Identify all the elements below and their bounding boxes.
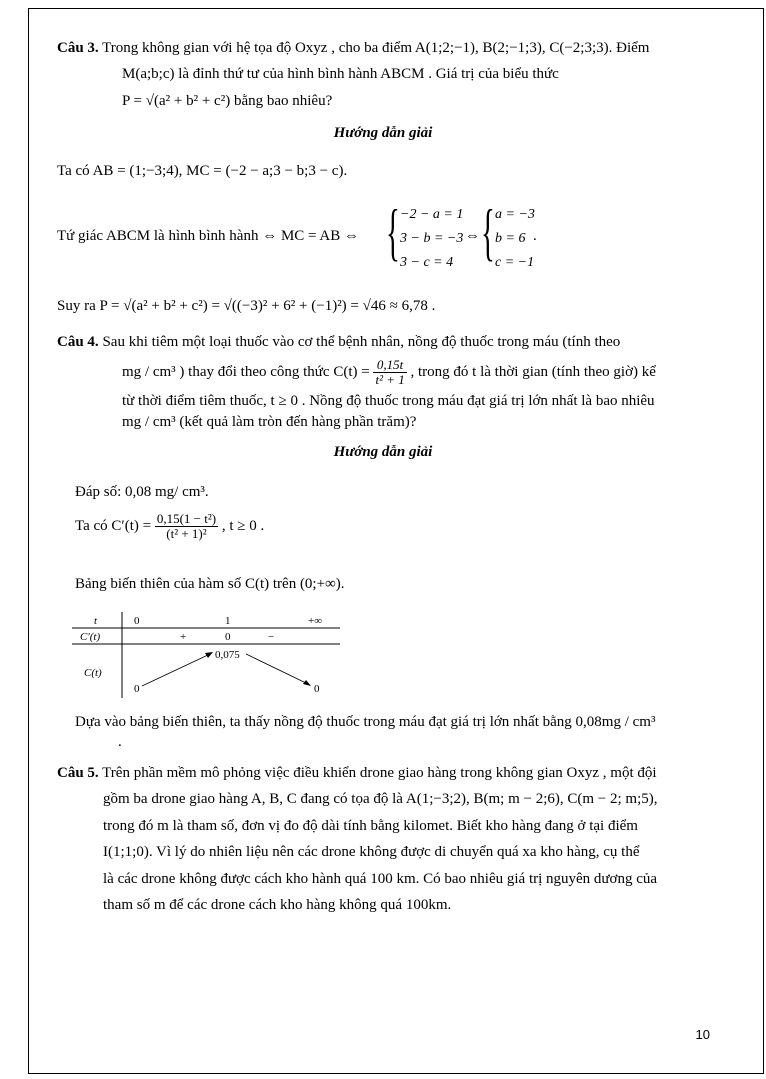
q4-derivative — [75, 512, 264, 541]
decrease-arrowhead — [303, 680, 311, 686]
table-func-0: 0 — [134, 683, 140, 695]
q3-line2: M(a;b;c) là đỉnh thứ tư của hình bình hành ABCM . Giá trị của biểu thức — [122, 66, 559, 82]
q3-guide-heading: Hướng dẫn giải — [333, 125, 433, 141]
increase-arrow — [142, 654, 210, 686]
q3-step2: Tứ giác ABCM là hình bình hành ⇔ MC = AB ⇔ — [57, 228, 360, 244]
q5-line3: trong đó m là tham số, đơn vị đo độ dài tính bằng kilomet. Biết kho hàng đang ở tại điểm — [103, 818, 638, 834]
table-func-end: 0 — [314, 683, 320, 695]
deriv-post: , t ≥ 0 . — [221, 517, 265, 534]
table-func-label: C(t) — [84, 667, 102, 679]
q4-label: Câu 4. — [57, 334, 99, 350]
concentration-fraction — [373, 358, 406, 387]
q4-table-intro: Bảng biến thiên của hàm số C(t) trên (0;+∞). — [75, 576, 345, 592]
deriv-pre: Ta có C′(t) = — [75, 517, 152, 534]
q5-line5: là các drone không được cách kho hành quá 100 km. Có bao nhiêu giá trị nguyên dương của — [103, 871, 658, 887]
sys-right-3: c = −1 — [495, 255, 535, 270]
table-sign-zero: 0 — [225, 631, 231, 643]
q4-line2 — [122, 358, 656, 387]
table-deriv-label: C′(t) — [80, 631, 101, 643]
q4-conclusion: Dựa vào bảng biến thiên, ta thấy nồng độ thuốc trong máu đạt giá trị lớn nhất bằng 0,08mg / cm³ — [75, 714, 656, 730]
frac-numerator: 0,15t — [373, 358, 406, 373]
sys-right-2: b = 6 — [495, 231, 526, 246]
q4-line3: từ thời điểm tiêm thuốc, t ≥ 0 . Nồng độ thuốc trong máu đạt giá trị lớn nhất là bao nhiêu — [122, 393, 655, 409]
equiv-symbol: ⇔ — [465, 228, 480, 244]
sys-left-3: 3 − c = 4 — [400, 255, 454, 270]
table-func-max: 0,075 — [215, 649, 240, 661]
decrease-arrow — [246, 654, 308, 684]
q4-line4: mg / cm³ (kết quả làm tròn đến hàng phần trăm)? — [122, 414, 417, 430]
q3-label: Câu 3. — [57, 40, 99, 56]
frac-denominator: t² + 1 — [375, 372, 405, 387]
q3-text-1: Trong không gian với hệ tọa độ Oxyz , cho ba điểm A(1;2;−1), B(2;−1;3), C(−2;3;3). Điểm — [102, 40, 650, 56]
q5-line4: I(1;1;0). Vì lý do nhiên liệu nên các drone không được di chuyển quá xa kho hàng, cụ thể — [103, 844, 640, 860]
page-number: 10 — [695, 1027, 710, 1042]
q5-line1 — [57, 765, 657, 782]
left-brace-2: { — [481, 196, 495, 267]
q5-label: Câu 5. — [57, 765, 99, 781]
q3-line1 — [57, 40, 649, 57]
q5-text-1: Trên phần mềm mô phỏng việc điều khiển drone giao hàng trong không gian Oxyz , một đội — [102, 765, 657, 781]
q4-text-1: Sau khi tiêm một loại thuốc vào cơ thể bệnh nhân, nồng độ thuốc trong máu (tính theo — [102, 334, 621, 350]
q4-guide-heading: Hướng dẫn giải — [333, 444, 433, 460]
variation-table — [70, 610, 350, 700]
increase-arrowhead — [205, 652, 213, 658]
q4-text-2a: mg / cm³ ) thay đổi theo công thức C(t) = — [122, 363, 370, 380]
sys-right-1: a = −3 — [495, 207, 535, 222]
left-brace-1: { — [386, 196, 400, 267]
q3-system-right — [495, 203, 535, 275]
q3-step1: Ta có AB = (1;−3;4), MC = (−2 − a;3 − b;3 − c). — [57, 163, 348, 179]
table-t-label: t — [94, 615, 98, 627]
derivative-fraction — [155, 512, 218, 541]
q3-system-left — [400, 203, 463, 275]
q5-line6: tham số m để các drone cách kho hàng không quá 100km. — [103, 897, 452, 913]
q4-line1 — [57, 334, 620, 351]
sys-left-1: −2 − a = 1 — [400, 207, 464, 222]
q3-step3: Suy ra P = √(a² + b² + c²) = √((−3)² + 6² + (−1)²) = √46 ≈ 6,78 . — [57, 298, 436, 314]
sys-left-2: 3 − b = −3 — [400, 231, 464, 246]
q4-answer: Đáp số: 0,08 mg/ cm³. — [75, 484, 209, 500]
q4-text-2b: , trong đó t là thời gian (tính theo giờ) kể — [410, 363, 656, 380]
q4-conclusion-dot: . — [118, 734, 122, 750]
table-sign-minus: − — [268, 631, 275, 643]
q5-line2: gồm ba drone giao hàng A, B, C đang có tọa độ là A(1;−3;2), B(m; m − 2;6), C(m − 2; m;5), — [103, 791, 658, 807]
table-sign-plus: + — [180, 631, 187, 643]
deriv-denominator: (t² + 1)² — [166, 526, 207, 541]
table-t-0: 0 — [134, 615, 140, 627]
table-t-inf: +∞ — [308, 615, 323, 627]
sys-end-dot: . — [533, 228, 537, 244]
q3-line3: P = √(a² + b² + c²) bằng bao nhiêu? — [122, 93, 333, 109]
deriv-numerator: 0,15(1 − t²) — [156, 511, 217, 526]
table-t-1: 1 — [225, 615, 231, 627]
